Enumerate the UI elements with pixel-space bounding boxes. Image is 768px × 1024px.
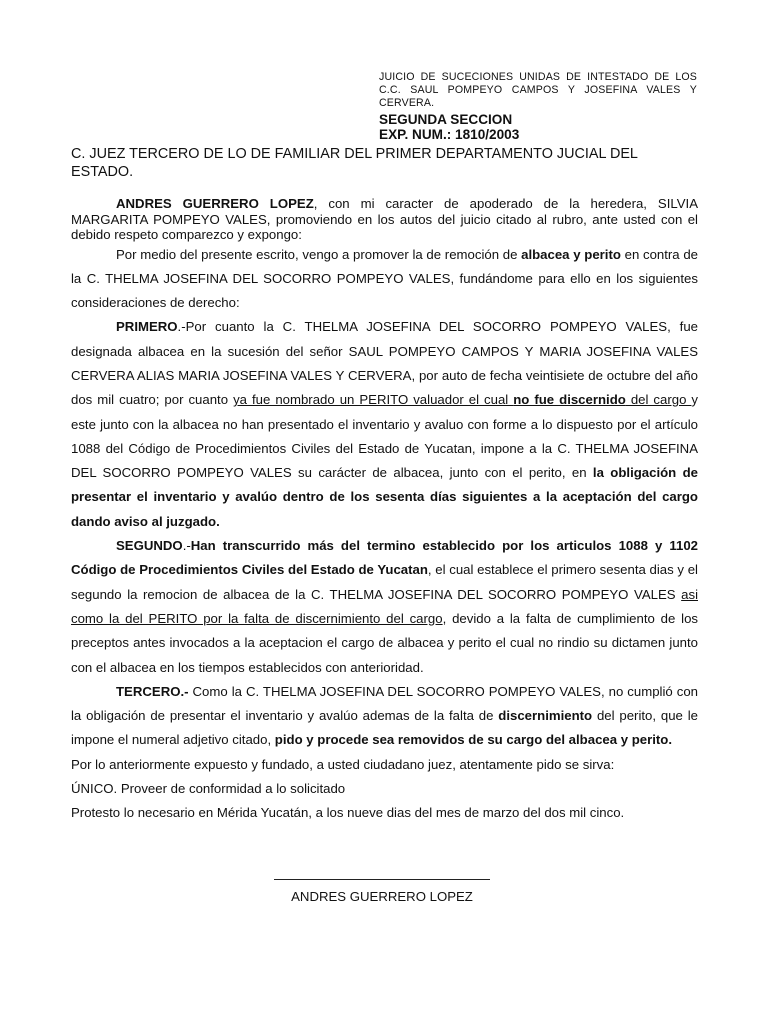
closing-protest: Protesto lo necesario en Mérida Yucatán, a los nueve dias del mes de marzo del dos mil cinco.: [71, 805, 625, 821]
signature-line: [274, 879, 490, 880]
segundo-bold: Han transcurrido más del termino establecido por los articulos 1088 y 1102 Código de Procedimientos Civiles del Estado de Yucatan: [71, 538, 698, 578]
segundo-label: SEGUNDO: [116, 538, 183, 554]
segundo-text-a: .-: [182, 538, 191, 554]
expedient-number: EXP. NUM.: 1810/2003: [379, 127, 520, 142]
primero-label: PRIMERO: [116, 319, 178, 335]
closing-request: Por lo anteriormente expuesto y fundado, a usted ciudadano juez, atentamente pido se sirva:: [71, 756, 615, 772]
case-title: JUICIO DE SUCECIONES UNIDAS DE INTESTADO DE LOS C.C. SAUL POMPEYO CAMPOS Y JOSEFINA VALES Y CERVERA.: [379, 71, 697, 109]
primero-underlined-a: [233, 392, 691, 407]
signature-name: ANDRES GUERRERO LOPEZ: [291, 889, 473, 904]
primero-paragraph: [71, 315, 698, 534]
addressee: C. JUEZ TERCERO DE LO DE FAMILIAR DEL PRIMER DEPARTAMENTO JUCIAL DEL ESTADO.: [71, 146, 638, 180]
tercero-bold-1: discernimiento: [498, 708, 593, 724]
primero-underlined-bold: no fue discernido: [513, 392, 626, 408]
tercero-label: TERCERO.-: [116, 683, 189, 699]
tercero-text-b: del perito, que le impone el numeral adjetivo citado,: [71, 708, 698, 748]
primero-text-b: y este junto con la albacea no han presentado el inventario y avaluo con forme a lo dispuesto por el artículo 1088 del Código de Procedimientos Civiles del Estado de Yucatan, impone a la C. THELMA JOSEFINA DEL SOCORRO POMPEYO VALES su carácter de albacea, junto con el perito, en: [71, 392, 698, 481]
closing-unico: ÚNICO. Proveer de conformidad a lo solicitado: [71, 781, 346, 797]
motion-bold: albacea y perito: [521, 246, 621, 262]
primero-bold: la obligación de presentar el inventario y avalúo dentro de los sesenta días siguientes a la aceptación del cargo dando aviso al juzgado.: [71, 465, 698, 529]
segundo-text-b: , el cual establece el primero sesenta dias y el segundo la remocion de albacea de la C. THELMA JOSEFINA DEL SOCORRO POMPEYO VALES: [71, 562, 698, 602]
petitioner-name: ANDRES GUERRERO LOPEZ: [116, 196, 314, 211]
primero-underlined-text-2: del cargo: [625, 392, 692, 408]
intro-text: , con mi caracter de apoderado de la heredera, SILVIA MARGARITA POMPEYO VALES, promoviendo en los autos del juicio citado al rubro, ante usted con el debido respeto comparezco y expongo:: [71, 196, 698, 242]
segundo-paragraph: [71, 534, 698, 680]
tercero-paragraph: [71, 680, 698, 753]
section-label: SEGUNDA SECCION: [379, 112, 513, 127]
tercero-text-a: Como la C. THELMA JOSEFINA DEL SOCORRO POMPEYO VALES, no cumplió con la obligación de presentar el inventario y avalúo ademas de la falta de: [71, 683, 698, 724]
segundo-text-c: , devido a la falta de cumplimiento de los preceptos antes invocados a la aceptacion el cargo de albacea y perito el cual no rindio su dictamen junto con el albacea en los tiempos establecidos con anterioridad.: [71, 610, 698, 675]
primero-underlined-text: ya fue nombrado un PERITO valuador el cual: [233, 392, 514, 408]
tercero-bold-2: pido y procede sea removidos de su cargo del albacea y perito.: [274, 732, 673, 748]
motion-paragraph: [71, 243, 698, 316]
motion-text-a: Por medio del presente escrito, vengo a promover la de remoción de: [116, 246, 522, 262]
segundo-underlined: asi como la del PERITO por la falta de discernimiento del cargo: [71, 586, 698, 626]
intro-paragraph: [71, 196, 698, 243]
primero-text-a: .-Por cuanto la C. THELMA JOSEFINA DEL SOCORRO POMPEYO VALES, fue designada albacea en la sucesión del señor SAUL POMPEYO CAMPOS Y MARIA JOSEFINA VALES CERVERA ALIAS MARIA JOSEFINA VALES Y CERVERA, por auto de fecha veintisiete de octubre del año dos mil cuatro; por cuanto: [71, 319, 698, 408]
motion-text-c: en contra de la C. THELMA JOSEFINA DEL SOCORRO POMPEYO VALES, fundándome para ello en los siguientes consideraciones de derecho:: [71, 246, 699, 311]
document-body: [71, 196, 698, 826]
case-header: [379, 71, 697, 142]
